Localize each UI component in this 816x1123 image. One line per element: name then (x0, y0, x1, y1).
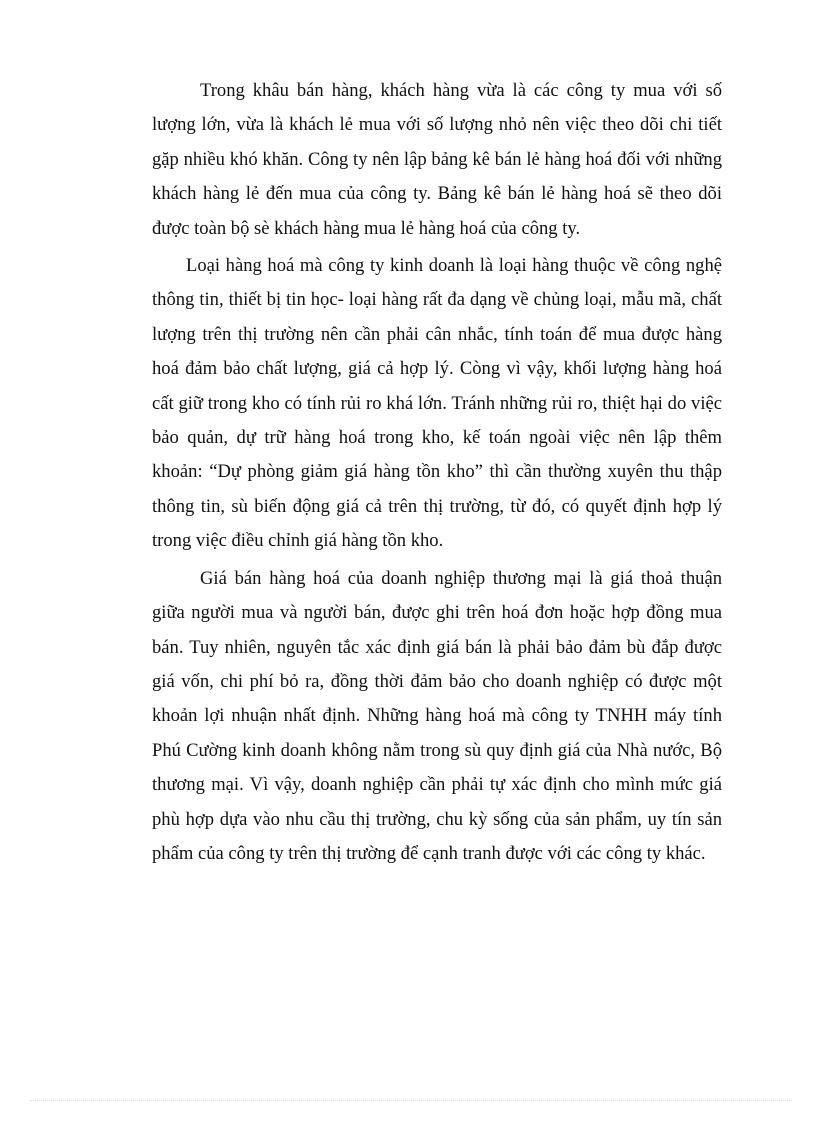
paragraph-retail-sales: Trong khâu bán hàng, khách hàng vừa là các công ty mua với số lượng lớn, vừa là khách lẻ mua với số lượng nhỏ nên việc theo dõi chi tiết gặp nhiều khó khăn. Công ty nên lập bảng kê bán lẻ hàng hoá đối với những khách hàng lẻ đến mua của công ty. Bảng kê bán lẻ hàng hoá sẽ theo dõi được toàn bộ sè khách hàng mua lẻ hàng hoá của công ty. (152, 80, 722, 239)
page-bottom-divider (30, 1100, 792, 1101)
body-text (152, 74, 722, 871)
paragraph-inventory-provision: Loại hàng hoá mà công ty kinh doanh là loại hàng thuộc về công nghệ thông tin, thiết bị tin học- loại hàng rất đa dạng về chủng loại, mẫu mã, chất lượng trên thị trường nên cần phải cân nhắc, tính toán để mua được hàng hoá đảm bảo chất lượng, giá cả hợp lý. Còng vì vậy, khối lượng hàng hoá cất giữ trong kho có tính rủi ro khá lớn. Tránh những rủi ro, thiệt hại do việc bảo quản, dự trữ hàng hoá trong kho, kế toán ngoài việc nên lập thêm khoản: “Dự phòng giảm giá hàng tồn kho” thì cần thường xuyên thu thập thông tin, sù biến động giá cả trên thị trường, từ đó, có quyết định hợp lý trong việc điều chỉnh giá hàng tồn kho. (152, 255, 722, 552)
paragraph-pricing: Giá bán hàng hoá của doanh nghiệp thương mại là giá thoả thuận giữa người mua và người bán, được ghi trên hoá đơn hoặc hợp đồng mua bán. Tuy nhiên, nguyên tắc xác định giá bán là phải bảo đảm bù đắp được giá vốn, chi phí bỏ ra, đồng thời đảm bảo cho doanh nghiệp có được một khoản lợi nhuận nhất định. Những hàng hoá mà công ty TNHH máy tính Phú Cường kinh doanh không nằm trong sù quy định giá của Nhà nước, Bộ thương mại. Vì vậy, doanh nghiệp cần phải tự xác định cho mình mức giá phù hợp dựa vào nhu cầu thị trường, chu kỳ sống của sản phẩm, uy tín sản phẩm của công ty trên thị trường để cạnh tranh được với các công ty khác. (152, 567, 722, 864)
